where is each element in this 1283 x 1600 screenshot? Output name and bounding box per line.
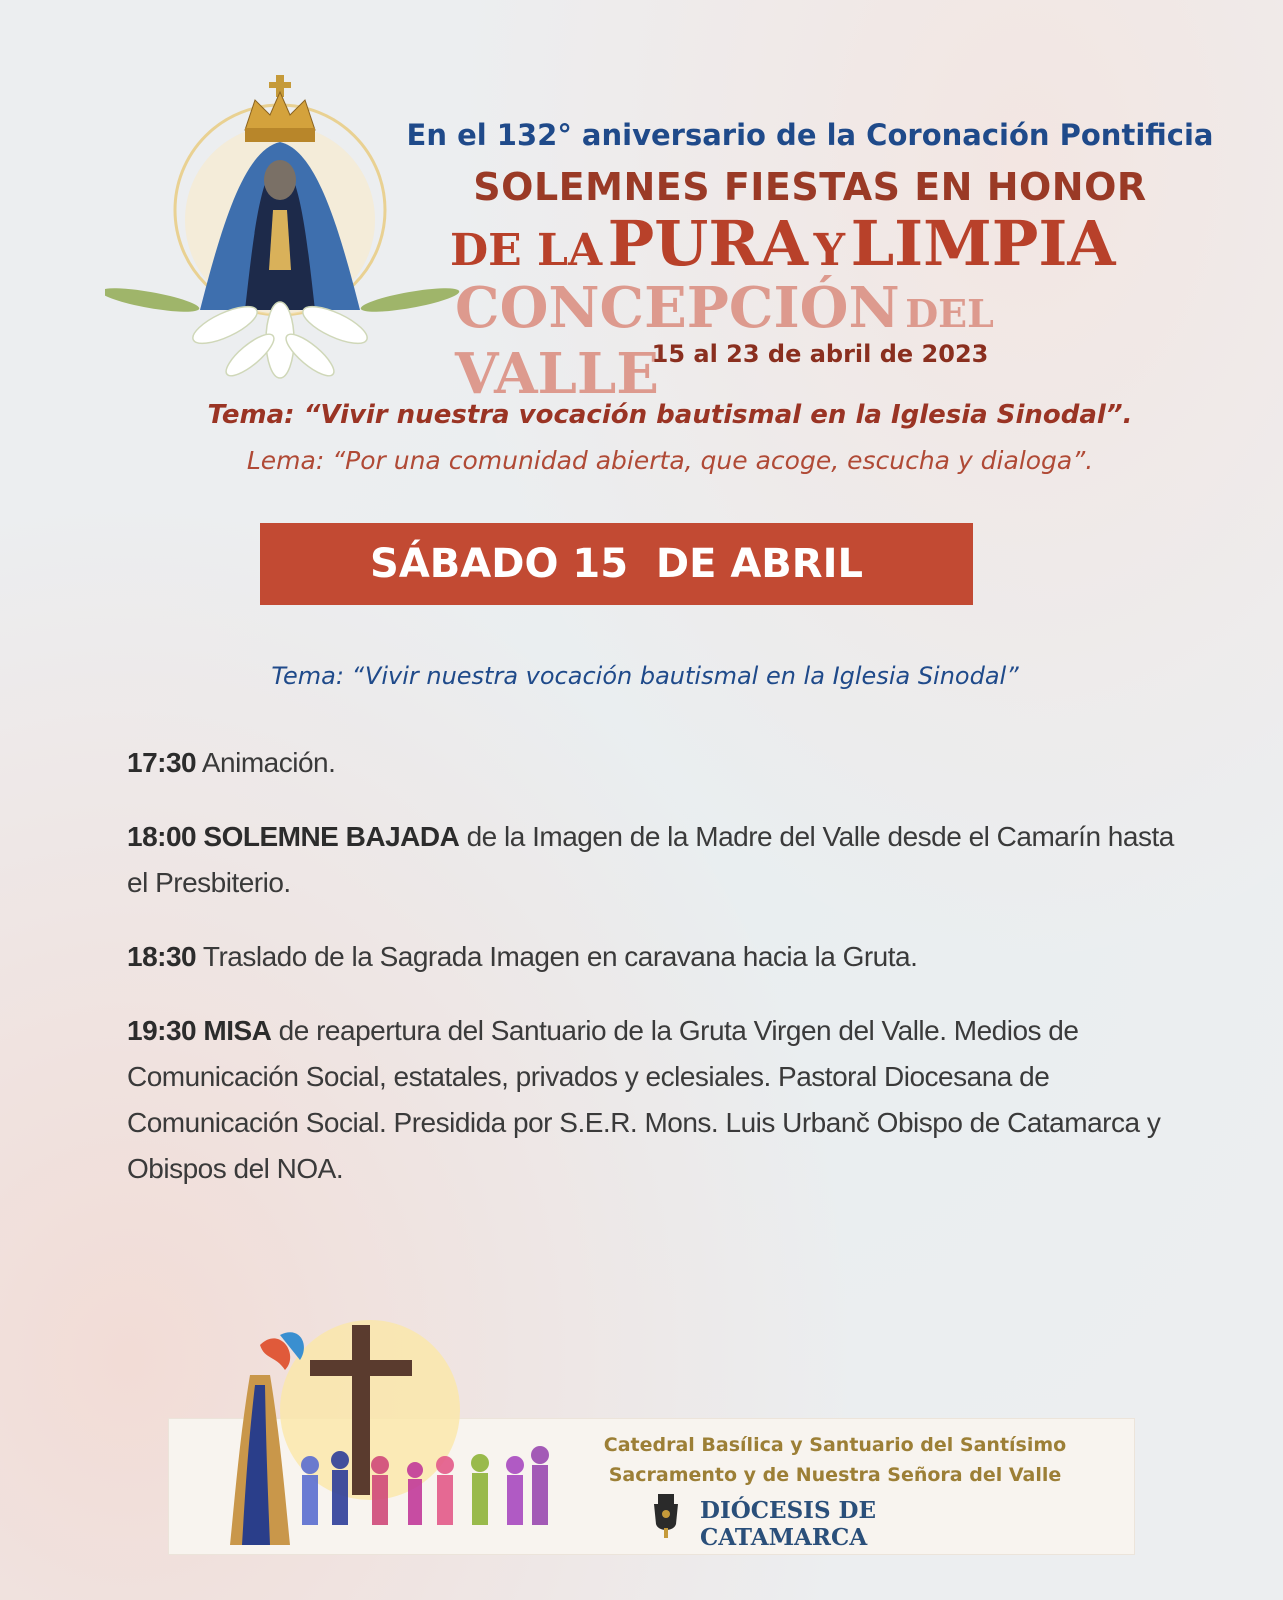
schedule-list <box>127 740 1197 1220</box>
day-tema: Tema: “Vivir nuestra vocación bautismal en la Iglesia Sinodal” <box>271 662 1019 690</box>
schedule-item <box>127 1008 1197 1192</box>
title-concepcion: CONCEPCIÓN <box>455 275 900 341</box>
title-de-la: DE LA <box>450 225 603 276</box>
diocese-name: DIÓCESIS DE CATAMARCA <box>700 1497 877 1551</box>
cathedral-line-1: Catedral Basílica y Santuario del Santísimo <box>603 1434 1067 1456</box>
schedule-desc: Traslado de la Sagrada Imagen en caravana hacia la Gruta. <box>196 941 918 972</box>
schedule-time: 19:30 MISA <box>127 1015 272 1046</box>
anniversary-line: En el 132° aniversario de la Coronación Pontificia <box>406 118 1214 152</box>
title-del: DEL <box>905 291 994 336</box>
schedule-desc: de la Imagen de la Madre del Valle desde el Camarín hasta el Presbiterio. <box>127 821 1174 898</box>
schedule-time: 17:30 <box>127 747 197 778</box>
day-label: SÁBADO 15 DE ABRIL <box>370 541 863 587</box>
schedule-time: 18:00 SOLEMNE BAJADA <box>127 821 460 852</box>
day-banner <box>260 523 973 605</box>
title-pura: PURA <box>607 207 808 280</box>
tema-text: Tema: “Vivir nuestra vocación bautismal en la Iglesia Sinodal”. <box>207 400 1133 430</box>
solemnes-heading: SOLEMNES FIESTAS EN HONOR <box>473 165 1147 209</box>
schedule-desc: Animación. <box>196 747 336 778</box>
cathedral-line-2: Sacramento y de Nuestra Señora del Valle <box>608 1464 1062 1486</box>
schedule-desc: de reapertura del Santuario de la Gruta Virgen del Valle. Medios de Comunicación Social, estatales, privados y eclesiales. Pastoral Diocesana de Comunicación Social. Presidida por S.E.R. Mons. Luis Urbanč Obispo de Catamarca y Obispos del NOA. <box>127 1015 1161 1184</box>
lema-text: Lema: “Por una comunidad abierta, que acoge, escucha y dialoga”. <box>246 446 1094 475</box>
diocese-logo <box>230 1315 570 1555</box>
schedule-item <box>127 740 1197 786</box>
event-dates: 15 al 23 de abril de 2023 <box>651 340 989 368</box>
title-valle: VALLE <box>455 341 659 407</box>
schedule-item <box>127 814 1197 906</box>
schedule-item <box>127 934 1197 980</box>
diocese-crest-icon <box>650 1490 682 1540</box>
title-limpia: LIMPIA <box>850 207 1116 280</box>
cathedral-name <box>590 1430 1080 1490</box>
schedule-time: 18:30 <box>127 941 197 972</box>
title-y: Y <box>813 225 845 276</box>
title-line-1 <box>450 207 1190 280</box>
